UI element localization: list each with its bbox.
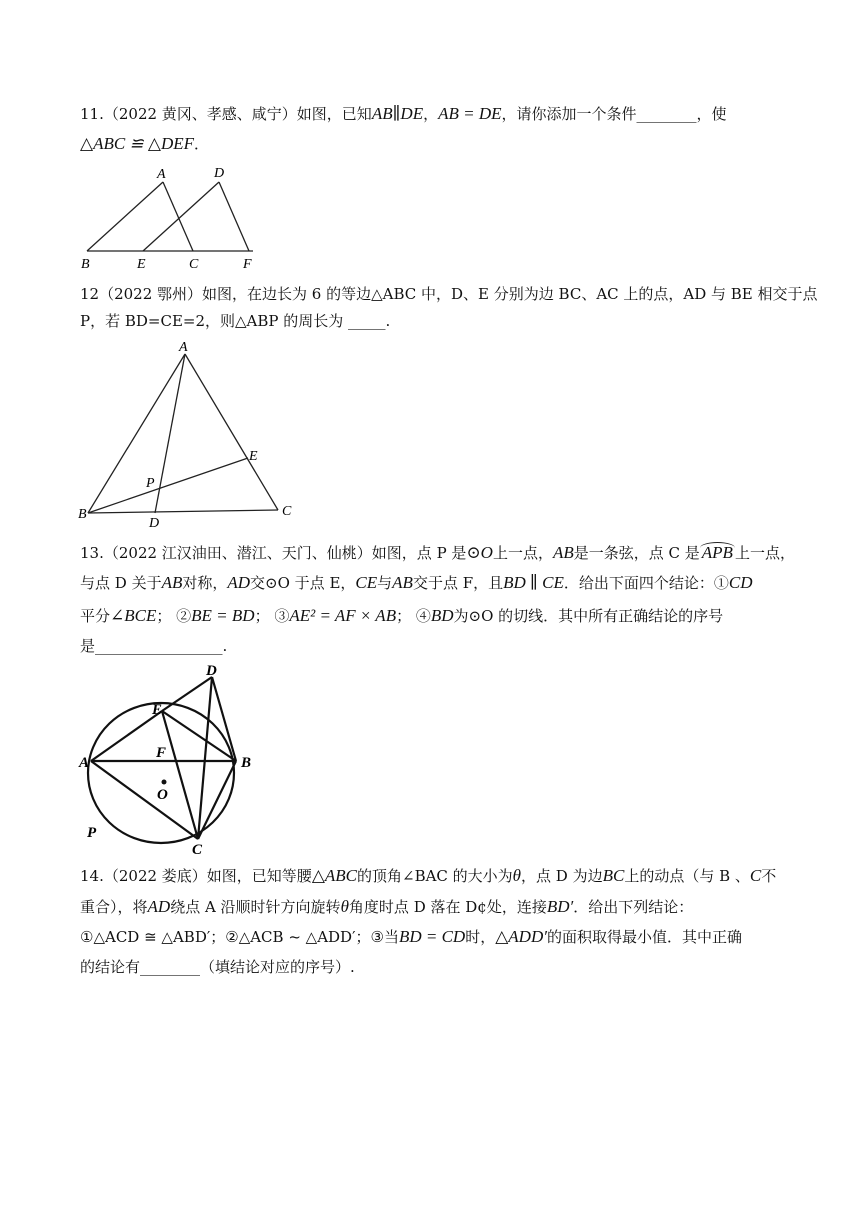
q11-text: 11.（2022 黄冈、孝感、咸宁）如图，已知: [80, 105, 372, 123]
q12-label-c: C: [282, 504, 292, 519]
q11-label-f: F: [243, 257, 252, 272]
q13-text: ； ②: [156, 607, 192, 625]
q14-text: 角度时点 D 落在 D¢处，连接: [348, 898, 547, 916]
q13-line4: 是_________________.: [80, 637, 228, 655]
q14-bd-eq-cd: BD = CD: [398, 927, 466, 946]
q13-label-a: A: [79, 755, 90, 771]
q13-cd: CD: [728, 573, 753, 592]
q11-condition2: AB = DE: [438, 104, 502, 123]
q14-text: 的面积取得最小值．其中正确: [546, 928, 742, 946]
q13-label-o: O: [157, 787, 168, 803]
q11-sep: ，: [423, 105, 439, 123]
q13-text: ．给出下面四个结论：①: [563, 574, 729, 592]
q11-label-a: A: [157, 167, 166, 182]
q12-label-d: D: [149, 516, 160, 531]
q13-label-e: E: [152, 702, 163, 718]
q11-figure: [75, 160, 265, 272]
q13-ae-squared: AE² = AF × AB: [289, 606, 397, 625]
q14-text: ①△ACD ≅ △ABD′；②△ACB ~ △ADD′；③当: [80, 928, 399, 946]
q13-label-f: F: [156, 745, 167, 761]
q13-text: ； ③: [254, 607, 290, 625]
q13-arc-apb: APB: [701, 543, 733, 562]
q13-text: 对称，: [182, 574, 228, 592]
q13-label-b: B: [241, 755, 252, 771]
q13-ab: AB: [392, 573, 413, 592]
q12-label-a: A: [179, 340, 188, 355]
q14-text: 的顶角∠BAC 的大小为: [357, 867, 513, 885]
q13-text: 平分: [80, 607, 111, 625]
q14-text: 绕点 A 沿顺时针方向旋转: [170, 898, 341, 916]
q13-be-eq-bd: BE = BD: [191, 606, 255, 625]
q12-label-e: E: [249, 449, 258, 464]
q11-label-e: E: [137, 257, 146, 272]
q14-line4: 的结论有________（填结论对应的序号）.: [80, 958, 355, 976]
q14-text: 时，: [465, 928, 496, 946]
q13-label-d: D: [206, 663, 217, 679]
q13-ce: CE: [355, 573, 378, 592]
q14-triangle-abc: △ABC: [311, 866, 357, 885]
q13-ad: AD: [227, 573, 251, 592]
q13-label-p: P: [87, 825, 97, 841]
q14-line1: [80, 865, 780, 887]
q14-c: C: [749, 866, 762, 885]
q13-label-c: C: [192, 842, 203, 855]
q13-figure: [78, 663, 268, 855]
q11-label-b: B: [81, 257, 90, 272]
q11-goal: △ABC ≌ △DEF: [80, 134, 195, 153]
q11-condition1: AB∥DE: [371, 104, 424, 123]
q11-label-d: D: [214, 166, 225, 181]
q14-theta: θ: [340, 897, 349, 916]
q11-text-mid: ，请你添加一个条件________，使: [501, 105, 727, 123]
q13-bd: BD: [430, 606, 454, 625]
q12-line1: 12（2022 鄂州）如图，在边长为 6 的等边△ABC 中，D、E 分别为边 BC、AC 上的点，AD 与 BE 相交于点: [80, 285, 818, 303]
q13-text: ； ④: [396, 607, 431, 625]
q14-line3: [80, 926, 780, 948]
q13-angle-bce: ∠BCE: [110, 606, 157, 625]
q13-line2: [80, 572, 780, 594]
q13-text: 交⊙O 于点 E，: [250, 574, 356, 592]
q14-ad: AD: [147, 897, 171, 916]
q13-text: 交于点 F，且: [412, 574, 504, 592]
q13-line1: [80, 542, 795, 564]
q13-bd-parallel-ce: BD ∥ CE: [503, 573, 564, 592]
q13-line3: [80, 605, 780, 627]
q11-line2: [80, 133, 780, 155]
q13-ab: AB: [161, 573, 183, 592]
q12-label-p: P: [146, 476, 155, 491]
q13-text: 为⊙O 的切线．其中所有正确结论的序号: [453, 607, 724, 625]
q14-triangle-add: △ADD′: [495, 927, 547, 946]
q13-text: 上一点，: [492, 544, 553, 562]
q13-center-dot: [162, 780, 167, 785]
q13-ab: AB: [552, 543, 574, 562]
q14-bc: BC: [602, 866, 625, 885]
q13-text: 与: [377, 574, 393, 592]
q14-text: 不: [761, 867, 777, 885]
q12-line2: P，若 BD=CE=2，则△ABP 的周长为 _____.: [80, 312, 391, 330]
q14-text: ，点 D 为边: [521, 867, 603, 885]
q14-text: ．给出下列结论：: [573, 898, 694, 916]
q14-bd-prime: BD′: [546, 897, 574, 916]
q12-label-b: B: [78, 507, 87, 522]
q14-text: 上的动点（与 B 、: [624, 867, 750, 885]
q13-text: 13.（2022 江汉油田、潜江、天门、仙桃）如图，点 P 是: [80, 544, 467, 562]
q11-label-c: C: [189, 257, 199, 272]
q14-text: 重合），将: [80, 898, 148, 916]
q11-end: ．: [194, 135, 210, 153]
q13-text: 上一点，: [734, 544, 795, 562]
q13-text: 与点 D 关于: [80, 574, 162, 592]
q14-theta: θ: [512, 866, 522, 885]
q12-figure: [75, 337, 305, 532]
q14-line2: [80, 896, 780, 918]
q13-text: 是一条弦，点 C 是: [573, 544, 700, 562]
q14-text: 14.（2022 娄底）如图，已知等腰: [80, 867, 312, 885]
q13-circle-o: ⊙O: [466, 543, 493, 562]
q11-line1: [80, 103, 780, 125]
